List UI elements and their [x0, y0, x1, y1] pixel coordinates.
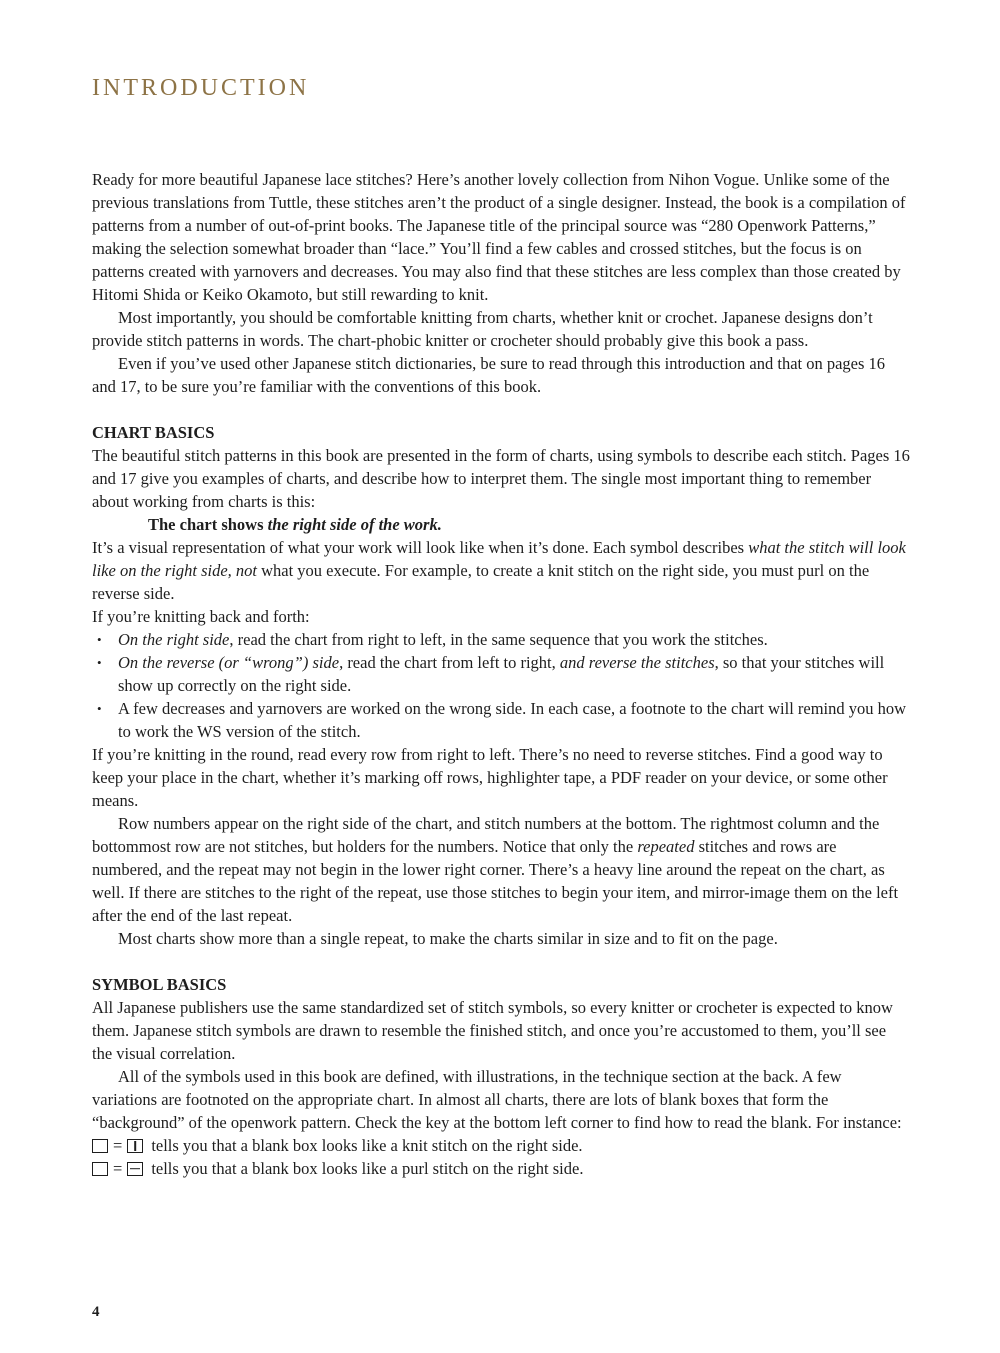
body-text — [92, 168, 910, 1180]
italic-run: On the right side — [118, 630, 230, 649]
knit-bar — [135, 1141, 137, 1151]
equals-sign: = — [113, 1136, 123, 1155]
symbol-basics-heading: SYMBOL BASICS — [92, 975, 227, 994]
row-numbers-paragraph — [92, 812, 910, 927]
italic-run: On the reverse (or “wrong”) side — [118, 653, 340, 672]
text-run: , read the chart from left to right, — [339, 653, 560, 672]
knitting-flat-lead: If you’re knitting back and forth: — [92, 607, 310, 626]
blank-box-icon — [92, 1139, 108, 1153]
text-run: , read the chart from right to left, in the same sequence that you work the stitches. — [229, 630, 768, 649]
intro-paragraph-3: Even if you’ve used other Japanese stitch dictionaries, be sure to read through this introduction and that on pages 16 and 17, to be sure you’re familiar with the conventions of this book. — [92, 354, 886, 396]
italic-run: and reverse the stitches — [559, 653, 715, 672]
knit-key-text: tells you that a blank box looks like a knit stitch on the right side. — [151, 1136, 583, 1155]
text-run: A few decreases and yarnovers are worked on the wrong side. In each case, a footnote to the chart will remind you how to work the WS version of the stitch. — [118, 699, 907, 741]
page-content — [92, 0, 910, 1180]
bullet-dot-icon: • — [97, 632, 102, 647]
page-title: INTRODUCTION — [92, 75, 310, 101]
intro-paragraph-1: Ready for more beautiful Japanese lace stitches? Here’s another lovely collection from Nihon Vogue. Unlike some of the previous translations from Tuttle, these stitches aren’t the product of a single designer. Instead, the book is a compilation of patterns from a number of out-of-print books. The Japanese title of the principal source was “280 Openwork Patterns,” making the selection somewhat broader than “lace.” You’ll find a few cables and crossed stitches, but the focus is on patterns created with yarnovers and decreases. You may also find that these stitches are less complex than those created by Hitomi Shida or Keiko Okamoto, but still rewarding to knit. — [92, 170, 906, 304]
bullet-dot-icon: • — [97, 655, 102, 670]
blank-box-icon — [92, 1162, 108, 1176]
flat-knitting-bullet-list — [92, 628, 910, 743]
purl-key-text: tells you that a blank box looks like a purl stitch on the right side. — [151, 1159, 584, 1178]
knit-stitch-icon — [127, 1139, 143, 1153]
purl-key-line — [92, 1157, 910, 1180]
equals-sign: = — [113, 1159, 123, 1178]
emphasis-bold-run: The chart shows — [148, 515, 268, 534]
most-charts-paragraph: Most charts show more than a single repeat, to make the charts similar in size and to fit on the page. — [118, 929, 778, 948]
bullet-dot-icon: • — [97, 701, 102, 716]
emphasis-bold-italic-run: the right side of the work. — [267, 515, 442, 534]
knitting-round-paragraph: If you’re knitting in the round, read every row from right to left. There’s no need to reverse stitches. Find a good way to keep your place in the chart, whether it’s marking off rows, highlighter tape, a PDF reader on your device, or some other means. — [92, 745, 888, 810]
symbol-basics-paragraph-2: All of the symbols used in this book are defined, with illustrations, in the technique section at the back. A few variations are footnoted on the appropriate chart. In almost all charts, there are lots of blank boxes that form the “background” of the openwork pattern. Check the key at the bottom left corner to find how to read the blank. For instance: — [92, 1067, 902, 1132]
chart-basics-paragraph-2 — [92, 536, 910, 605]
bullet-item-reverse-side — [92, 651, 910, 697]
chart-basics-heading: CHART BASICS — [92, 423, 215, 442]
bullet-item-right-side — [92, 628, 910, 651]
knit-key-line — [92, 1134, 910, 1157]
text-run: stitches and rows are numbered, and the repeat may not begin in the lower right corner. There’s a heavy line around the repeat on the chart, as well. If there are stitches to the right of the repeat, use those stitches to begin your item, and mirror-image them on the left after the end of the last repeat. — [92, 837, 899, 925]
text-run: It’s a visual representation of what your work will look like when it’s done. Each symbol describes — [92, 538, 749, 557]
text-run: what you execute. For example, to create a knit stitch on the right side, you must purl on the reverse side. — [92, 561, 870, 603]
chart-rule-emphasis — [92, 513, 910, 536]
purl-bar — [130, 1168, 140, 1170]
text-run: , so that your stitches will show up correctly on the right side. — [118, 653, 885, 695]
bullet-item-ws-decreases — [92, 697, 910, 743]
italic-run: repeated — [637, 837, 695, 856]
purl-stitch-icon — [127, 1162, 143, 1176]
text-run: Row numbers appear on the right side of the chart, and stitch numbers at the bottom. The rightmost column and the bottommost row are not stitches, but holders for the numbers. Notice that only the — [92, 814, 880, 856]
intro-paragraph-2: Most importantly, you should be comfortable knitting from charts, whether knit or crochet. Japanese designs don’t provide stitch patterns in words. The chart-phobic knitter or crocheter should probably give this book a pass. — [92, 308, 873, 350]
chart-basics-paragraph-1: The beautiful stitch patterns in this book are presented in the form of charts, using symbols to describe each stitch. Pages 16 and 17 give you examples of charts, and describe how to interpret them. The single most important thing to remember about working from charts is this: — [92, 446, 910, 511]
page-number: 4 — [92, 1304, 100, 1320]
italic-run: what the stitch will look like on the right side, not — [92, 538, 906, 580]
symbol-basics-paragraph-1: All Japanese publishers use the same standardized set of stitch symbols, so every knitter or crocheter is expected to know them. Japanese stitch symbols are drawn to resemble the finished stitch, and once you’re accustomed to them, you’ll see the visual correlation. — [92, 998, 893, 1063]
